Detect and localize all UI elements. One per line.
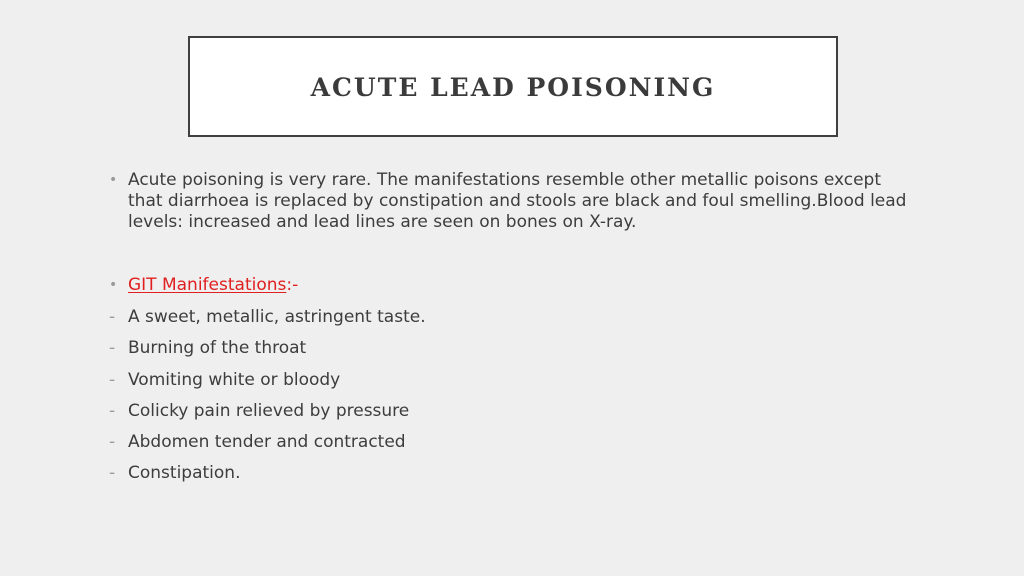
dash-marker: - [109,463,116,484]
list-item [108,401,928,422]
dash-marker: - [109,369,116,390]
git-bullet [108,275,928,296]
list-item-text: Burning of the throat [128,338,307,359]
list-item-text: Vomiting white or bloody [128,369,341,390]
slide-title: ACUTE LEAD POISONING [310,73,716,102]
git-manifestations-link[interactable]: GIT Manifestations [128,275,287,295]
list-item-text: Abdomen tender and contracted [128,432,406,453]
slide-content [108,170,928,495]
list-item-text: Colicky pain relieved by pressure [128,400,410,421]
intro-bullet [108,170,928,233]
list-item [108,338,928,359]
list-item [108,370,928,391]
git-heading-suffix: :- [286,275,299,295]
list-item [108,307,928,328]
bullet-marker: • [109,172,118,188]
list-item-text: A sweet, metallic, astringent taste. [128,307,426,327]
dash-marker: - [109,432,116,453]
bullet-marker: • [109,277,118,293]
list-item-text: Constipation. [128,463,241,484]
list-item [108,463,928,484]
dash-marker: - [109,307,116,327]
dash-marker: - [109,338,116,359]
list-item [108,432,928,453]
manifestations-list [108,307,928,484]
dash-marker: - [109,400,116,421]
title-box [188,36,838,137]
intro-paragraph: Acute poisoning is very rare. The manifestations resemble other metallic poisons except that diarrhoea is replaced by constipation and stools are black and foul smelling.Blood lead levels: increased and lead lines are seen on bones on X-ray. [128,170,907,232]
